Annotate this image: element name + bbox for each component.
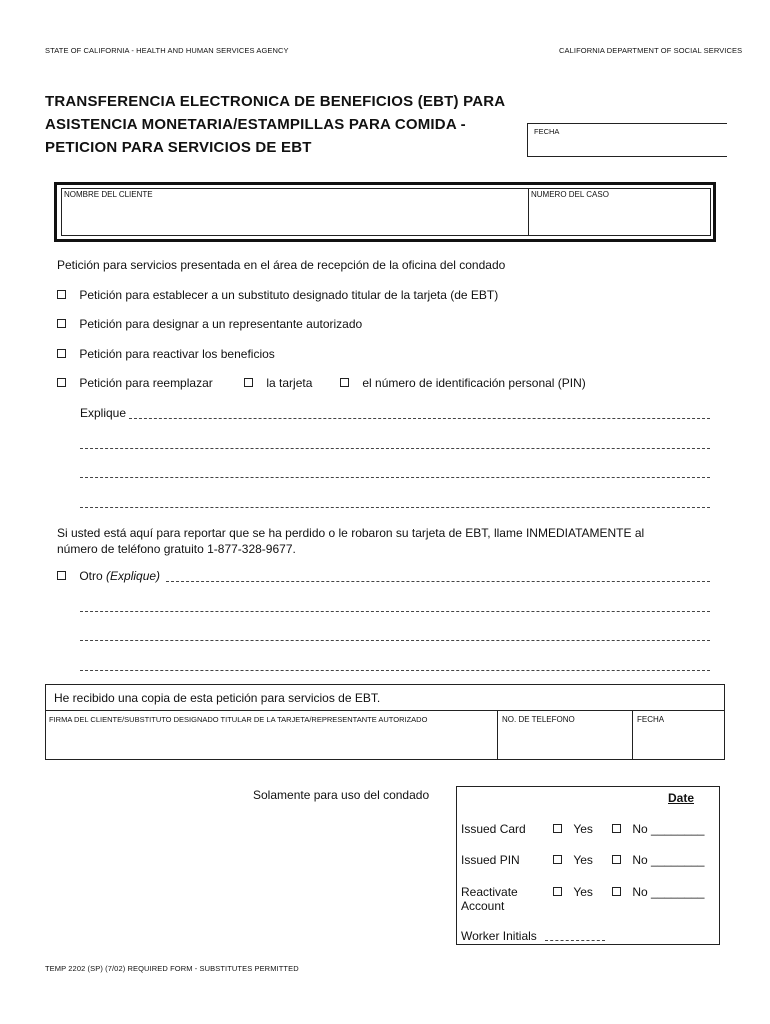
receipt-divider	[45, 710, 725, 711]
receipt-divider-date	[632, 710, 633, 760]
reactivate-date-blank[interactable]: ________	[651, 885, 705, 899]
replace-option-card	[244, 376, 312, 390]
explain-line-2[interactable]	[80, 448, 710, 449]
issued-pin-date-blank[interactable]: ________	[651, 853, 705, 867]
checkbox-reactivate[interactable]	[57, 349, 66, 358]
case-number-field[interactable]	[530, 200, 709, 234]
other-explain-label: (Explique)	[106, 569, 161, 583]
agency-header-left: STATE OF CALIFORNIA - HEALTH AND HUMAN SERVICES AGENCY	[45, 46, 289, 55]
receipt-divider-phone	[497, 710, 498, 760]
issued-pin-no-label: No	[632, 853, 648, 867]
lost-card-notice-line-2: número de teléfono gratuito 1-877-328-9677.	[57, 542, 296, 556]
issued-pin-yes-label: Yes	[573, 853, 593, 867]
issued-card-date-blank[interactable]: ________	[651, 822, 705, 836]
explain-line-3[interactable]	[80, 477, 710, 478]
client-box-divider	[528, 188, 529, 236]
reactivate-label-line-1: Reactivate	[461, 885, 518, 899]
county-use-label: Solamente para uso del condado	[253, 788, 430, 802]
checkbox-other[interactable]	[57, 571, 66, 580]
checkbox-reactivate-yes[interactable]	[553, 887, 562, 896]
fecha-box-top-border	[527, 123, 727, 124]
explain-label: Explique	[80, 406, 127, 420]
checkbox-issued-card-no[interactable]	[612, 824, 621, 833]
other-line-3[interactable]	[80, 640, 710, 641]
fecha-field[interactable]	[528, 135, 726, 155]
worker-initials-line[interactable]	[545, 940, 605, 941]
checkbox-representative[interactable]	[57, 319, 66, 328]
checkbox-replace-pin[interactable]	[340, 378, 349, 387]
replace-card-label: la tarjeta	[266, 376, 313, 390]
phone-label: NO. DE TELEFONO	[502, 715, 575, 724]
request-item-other	[57, 569, 160, 583]
fecha-label: FECHA	[534, 127, 560, 136]
issued-card-yes	[553, 822, 593, 836]
reactivate-no-label: No	[632, 885, 648, 899]
signature-label: FIRMA DEL CLIENTE/SUBSTITUTO DESIGNADO TITULAR DE LA TARJETA/REPRESENTANTE AUTORIZADO	[49, 715, 428, 724]
phone-field[interactable]	[499, 727, 630, 758]
other-label: Otro	[79, 569, 103, 583]
receipt-statement: He recibido una copia de esta petición para servicios de EBT.	[54, 691, 381, 705]
checkbox-replace-card[interactable]	[244, 378, 253, 387]
issued-pin-label: Issued PIN	[461, 853, 520, 867]
county-date-header: Date	[668, 791, 695, 805]
issued-card-no	[612, 822, 704, 836]
reactivate-no	[612, 885, 704, 899]
issued-card-no-label: No	[632, 822, 648, 836]
worker-initials-label: Worker Initials	[461, 929, 537, 943]
signature-field[interactable]	[47, 727, 495, 758]
checkbox-reactivate-no[interactable]	[612, 887, 621, 896]
client-name-field[interactable]	[62, 200, 526, 234]
receipt-date-field[interactable]	[634, 727, 723, 758]
lost-card-notice	[57, 525, 644, 557]
request-reactivate-label: Petición para reactivar los beneficios	[79, 347, 275, 361]
lost-card-notice-line-1: Si usted está aquí para reportar que se ha perdido o le robaron su tarjeta de EBT, llame INMEDIATAMENTE al	[57, 526, 645, 540]
request-replace-label: Petición para reemplazar	[79, 376, 213, 390]
checkbox-replace[interactable]	[57, 378, 66, 387]
explain-line-4[interactable]	[80, 507, 710, 508]
request-substitute-label: Petición para establecer a un substituto designado titular de la tarjeta (de EBT)	[79, 288, 499, 302]
title-line-2: ASISTENCIA MONETARIA/ESTAMPILLAS PARA COMIDA -	[45, 116, 466, 133]
replace-pin-label: el número de identificación personal (PIN)	[362, 376, 586, 390]
reactivate-yes-label: Yes	[573, 885, 593, 899]
other-line-4[interactable]	[80, 670, 710, 671]
other-line-2[interactable]	[80, 611, 710, 612]
explain-line-1[interactable]	[129, 418, 710, 419]
request-item-representative	[57, 317, 362, 331]
other-line-1[interactable]	[166, 581, 710, 582]
checkbox-issued-pin-no[interactable]	[612, 855, 621, 864]
request-item-reactivate	[57, 347, 275, 361]
client-name-label: NOMBRE DEL CLIENTE	[64, 190, 153, 199]
receipt-date-label: FECHA	[637, 715, 665, 724]
checkbox-substitute[interactable]	[57, 290, 66, 299]
reactivate-account-label	[461, 885, 518, 913]
issued-pin-yes	[553, 853, 593, 867]
checkbox-issued-card-yes[interactable]	[553, 824, 562, 833]
case-number-label: NUMERO DEL CASO	[531, 190, 609, 199]
reactivate-label-line-2: Account	[461, 899, 505, 913]
form-footer: TEMP 2202 (SP) (7/02) REQUIRED FORM - SUBSTITUTES PERMITTED	[45, 964, 299, 973]
title-line-1: TRANSFERENCIA ELECTRONICA DE BENEFICIOS (EBT) PARA	[45, 93, 506, 110]
issued-card-label: Issued Card	[461, 822, 526, 836]
agency-header-right: CALIFORNIA DEPARTMENT OF SOCIAL SERVICES	[559, 46, 743, 55]
issued-pin-no	[612, 853, 704, 867]
request-item-replace	[57, 376, 213, 390]
request-item-substitute	[57, 288, 498, 302]
title-line-3: PETICION PARA SERVICIOS DE EBT	[45, 139, 312, 156]
replace-option-pin	[340, 376, 586, 390]
checkbox-issued-pin-yes[interactable]	[553, 855, 562, 864]
reactivate-yes	[553, 885, 593, 899]
fecha-box-bottom-border	[527, 156, 727, 157]
form-title	[45, 90, 505, 159]
issued-card-yes-label: Yes	[573, 822, 593, 836]
requests-intro: Petición para servicios presentada en el área de recepción de la oficina del condado	[57, 258, 506, 272]
request-representative-label: Petición para designar a un representante autorizado	[79, 317, 363, 331]
